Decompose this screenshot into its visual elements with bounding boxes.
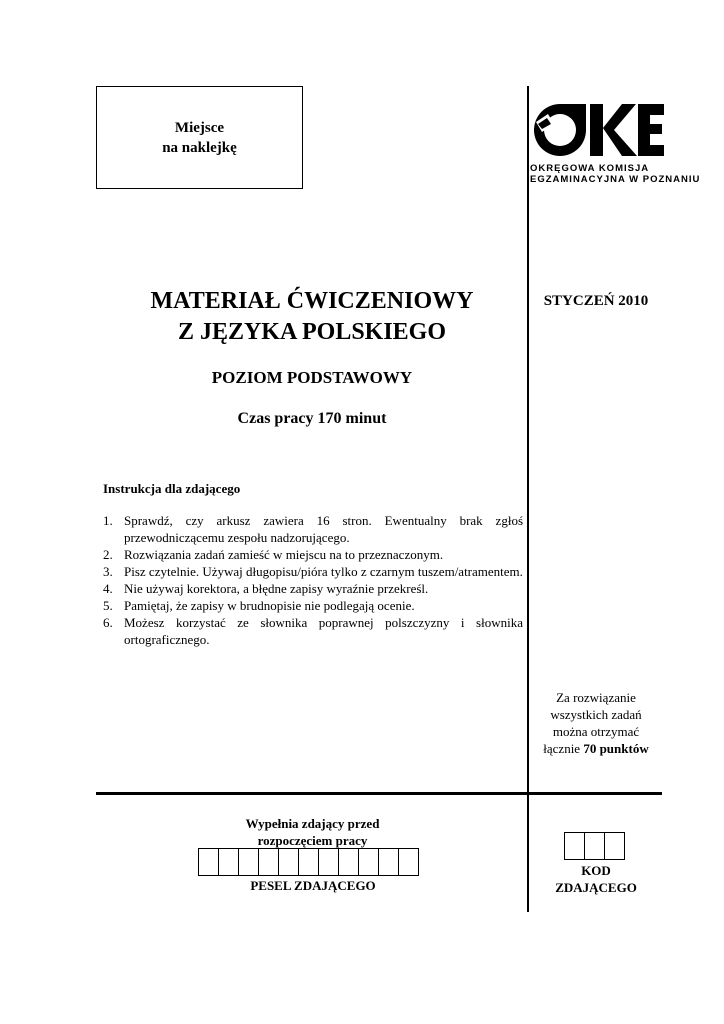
- pesel-digit-box[interactable]: [358, 848, 379, 876]
- exam-level: POZIOM PODSTAWOWY: [211, 368, 413, 387]
- exam-title-line-1: MATERIAŁ ĆWICZENIOWY: [150, 288, 474, 314]
- instruction-item: 6. Możesz korzystać ze słownika poprawnej polszczyzny i słownika ortograficznego.: [103, 615, 523, 647]
- pesel-digit-box[interactable]: [398, 848, 419, 876]
- code-digit-box[interactable]: [564, 832, 585, 860]
- exam-time: Czas pracy 170 minut: [237, 410, 387, 427]
- pesel-digit-box[interactable]: [238, 848, 259, 876]
- instruction-item: 2. Rozwiązania zadań zamieść w miejscu na to przeznaczonym.: [103, 547, 444, 562]
- instruction-item: 1. Sprawdź, czy arkusz zawiera 16 stron. Ewentualny brak zgłoś przewodniczącemu zespołu nadzorującego.: [103, 513, 523, 545]
- instruction-item: 3. Pisz czytelnie. Używaj długopisu/pióra tylko z czarnym tuszem/atramentem.: [103, 564, 523, 579]
- sticker-label: [96, 118, 303, 158]
- code-digit-box[interactable]: [584, 832, 605, 860]
- pesel-digit-box[interactable]: [258, 848, 279, 876]
- oke-logo: [530, 100, 701, 188]
- vertical-divider: [527, 86, 529, 912]
- oke-logo-mark-icon: [530, 100, 664, 158]
- pesel-digit-box[interactable]: [198, 848, 219, 876]
- logo-text-line-2: EGZAMINACYJNA W POZNANIU: [530, 174, 701, 185]
- pesel-digit-box[interactable]: [318, 848, 339, 876]
- pesel-digit-box[interactable]: [338, 848, 359, 876]
- exam-title: [100, 286, 524, 348]
- instructions-list: [103, 512, 523, 648]
- exam-title-line-2: Z JĘZYKA POLSKIEGO: [177, 319, 447, 345]
- instruction-item: 5. Pamiętaj, że zapisy w brudnopisie nie podlegają ocenie.: [103, 598, 415, 613]
- sticker-line-1: Miejsce: [174, 120, 225, 136]
- instructions-heading: Instrukcja dla zdającego: [103, 481, 241, 496]
- pesel-label: PESEL ZDAJĄCEGO: [250, 878, 376, 893]
- pesel-digit-box[interactable]: [298, 848, 319, 876]
- points-info: Za rozwiązanie wszystkich zadań można otrzymać łącznie 70 punktów: [543, 690, 649, 756]
- logo-text-line-1: OKRĘGOWA KOMISJA: [530, 163, 650, 174]
- code-digit-box[interactable]: [604, 832, 625, 860]
- pesel-digit-box[interactable]: [378, 848, 399, 876]
- exam-date: STYCZEŃ 2010: [543, 293, 649, 309]
- instruction-item: 4. Nie używaj korektora, a błędne zapisy wyraźnie przekreśl.: [103, 581, 429, 596]
- code-label: KOD ZDAJĄCEGO: [555, 863, 637, 895]
- horizontal-divider: [96, 792, 662, 795]
- code-input-boxes[interactable]: [565, 832, 625, 860]
- sticker-line-2: na naklejkę: [162, 140, 237, 156]
- pesel-digit-box[interactable]: [218, 848, 239, 876]
- pesel-input-boxes[interactable]: [199, 848, 419, 876]
- candidate-fill-note: Wypełnia zdający przed rozpoczęciem pracy: [245, 816, 380, 848]
- pesel-digit-box[interactable]: [278, 848, 299, 876]
- total-points: 70 punktów: [583, 741, 649, 756]
